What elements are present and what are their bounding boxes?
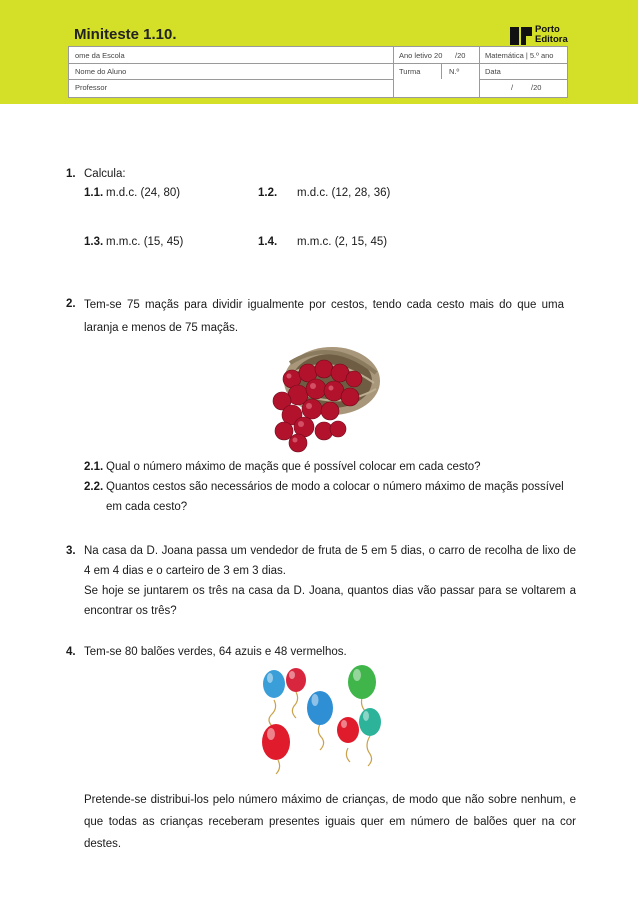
- school-year-label: Ano letivo 20: [399, 51, 443, 60]
- item-1-3-number: 1.3.: [84, 236, 104, 248]
- question-3-text: Na casa da D. Joana passa um vendedor de fruta de 5 em 5 dias, o carro de recolha de lixo de 4 em 4 dias e o carteiro de 3 em 3 dias.: [84, 545, 576, 577]
- question-1-number: 1.: [66, 168, 76, 180]
- item-1-1-text: m.d.c. (24, 80): [106, 187, 181, 199]
- item-1-4-text: m.m.c. (2, 15, 45): [297, 236, 388, 248]
- question-4-text: Tem-se 80 balões verdes, 64 azuis e 48 vermelhos.: [84, 646, 347, 658]
- class-field[interactable]: Turma: [399, 67, 421, 76]
- table-divider: [69, 63, 567, 64]
- student-number-field[interactable]: N.º: [449, 67, 460, 76]
- balloons-image: [252, 664, 388, 782]
- question-2-number: 2.: [66, 298, 76, 310]
- table-divider: [441, 63, 442, 79]
- publisher-name: Porto Editora: [535, 24, 568, 45]
- apple-basket-image: [262, 343, 384, 455]
- table-divider: [479, 79, 567, 80]
- question-3-number: 3.: [66, 545, 76, 557]
- student-info-table: [68, 46, 568, 98]
- student-name-field[interactable]: Nome do Aluno: [75, 67, 127, 76]
- school-name-field[interactable]: ome da Escola: [75, 51, 125, 60]
- table-divider: [393, 47, 394, 97]
- porto-editora-logo-icon: [510, 27, 532, 45]
- item-2-1-text: Qual o número máximo de maçãs que é possível colocar em cada cesto?: [106, 461, 481, 473]
- item-1-4-number: 1.4.: [258, 236, 278, 248]
- question-4-text-2: Pretende-se distribui-los pelo número máximo de crianças, de modo que não sobre nenhum, e que todas as crianças receberam presentes iguais quer em número de balões quer na cor destes.: [84, 794, 576, 850]
- teacher-field[interactable]: Professor: [75, 83, 108, 92]
- date-year-suffix: /20: [531, 83, 542, 92]
- table-divider: [479, 47, 480, 97]
- subject-label: Matemática | 5.º ano: [485, 51, 554, 60]
- item-1-2-text: m.d.c. (12, 28, 36): [297, 187, 391, 199]
- question-3-text-2: Se hoje se juntarem os três na casa da D. Joana, quantos dias vão passar para se voltarem a encontrar os três?: [84, 585, 576, 617]
- item-1-3-text: m.m.c. (15, 45): [106, 236, 184, 248]
- page-title: Miniteste 1.10.: [74, 26, 177, 43]
- item-1-1-number: 1.1.: [84, 187, 104, 199]
- table-divider: [69, 79, 393, 80]
- question-1-text: Calcula:: [84, 168, 126, 180]
- item-2-2-text: Quantos cestos são necessários de modo a colocar o número máximo de maçãs possível: [106, 481, 564, 493]
- date-slash: /: [511, 83, 514, 92]
- item-2-2-number: 2.2.: [84, 481, 104, 493]
- question-4-number: 4.: [66, 646, 76, 658]
- item-2-2-text-continued: em cada cesto?: [106, 501, 188, 513]
- item-1-2-number: 1.2.: [258, 187, 278, 199]
- item-2-1-number: 2.1.: [84, 461, 104, 473]
- publisher-logo: [510, 24, 572, 48]
- school-year-suffix: /20: [455, 51, 466, 60]
- question-2-text: Tem-se 75 maçãs para dividir igualmente por cestos, tendo cada cesto mais do que uma laranja e menos de 75 maçãs.: [84, 299, 564, 334]
- date-field[interactable]: Data: [485, 67, 501, 76]
